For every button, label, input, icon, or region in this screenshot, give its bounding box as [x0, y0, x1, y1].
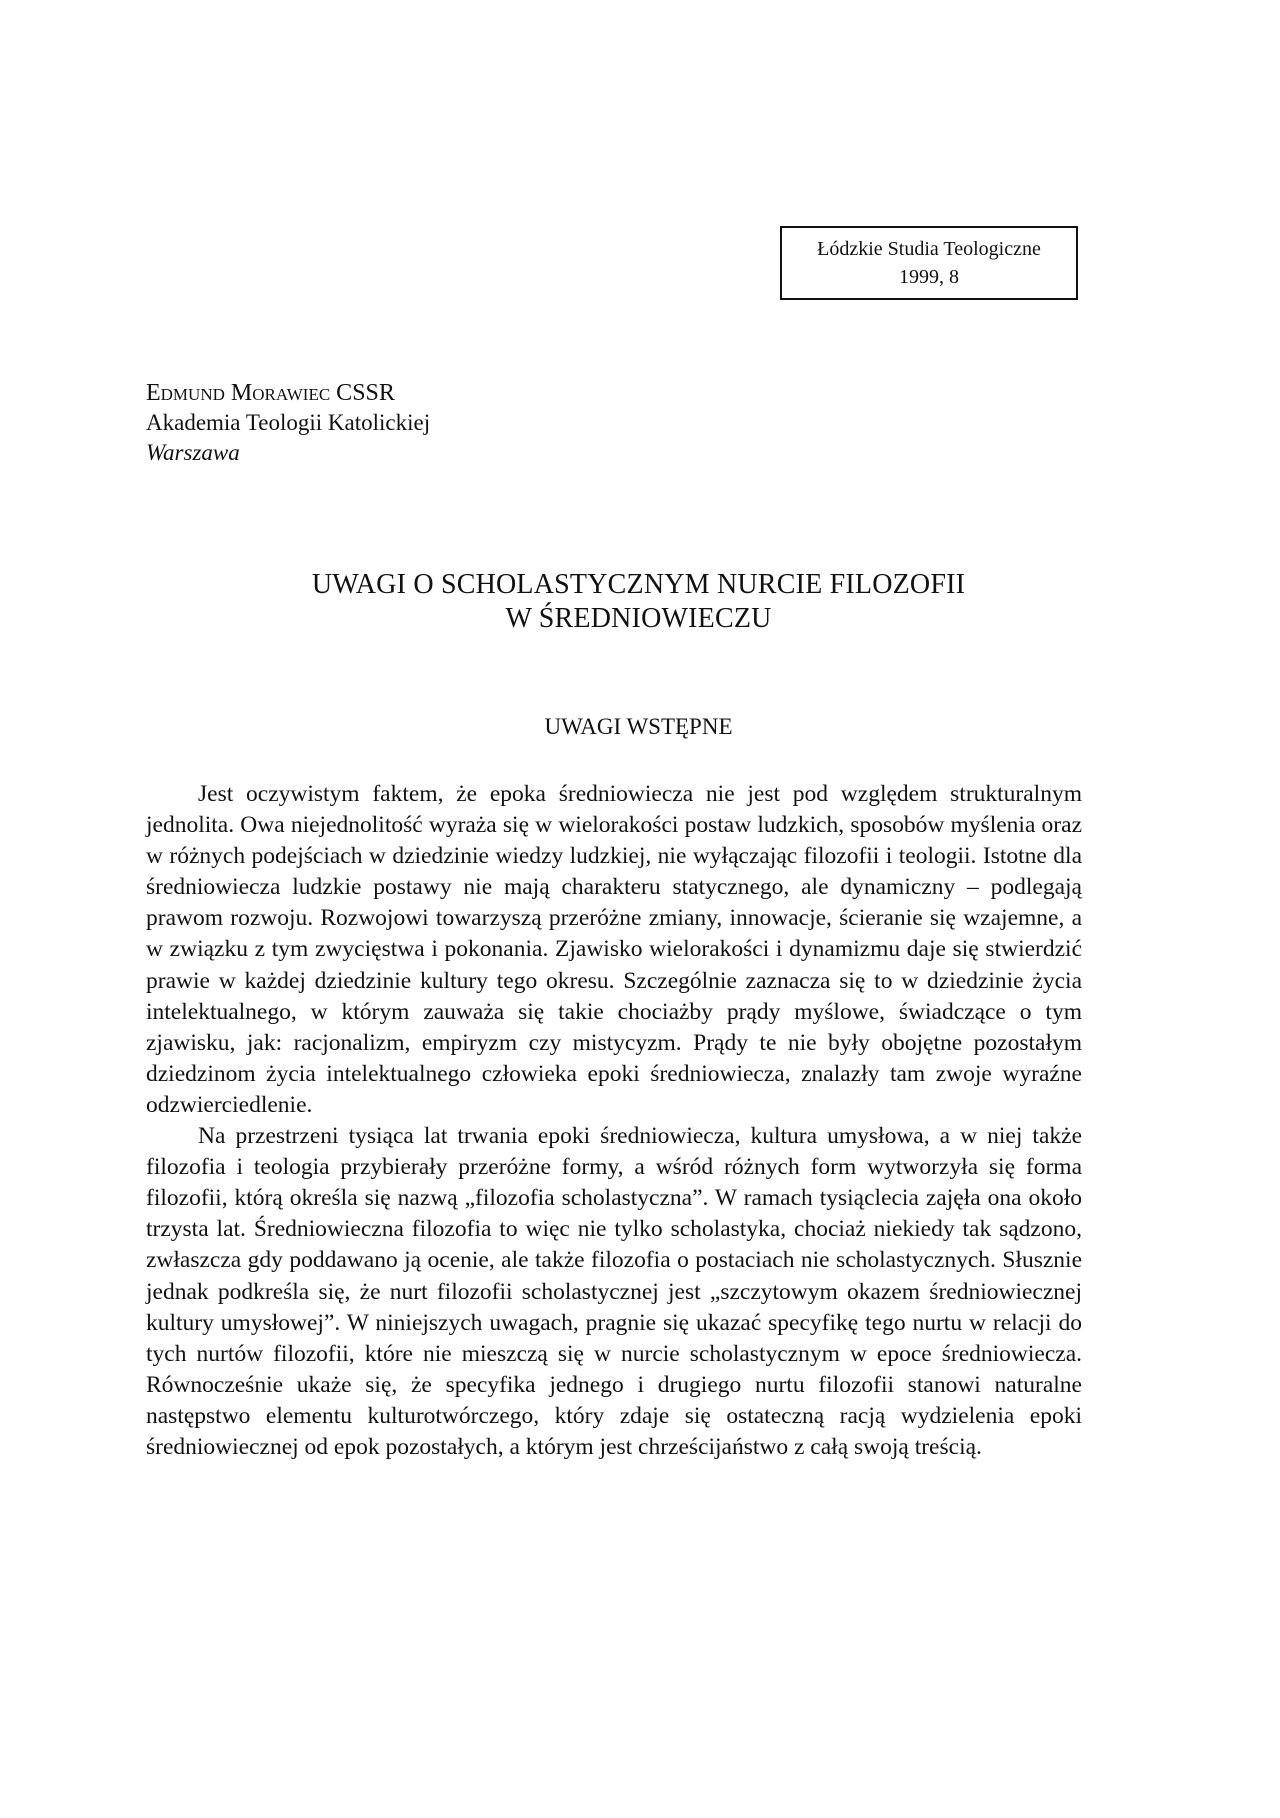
body-paragraph-2: Na przestrzeni tysiąca lat trwania epoki średniowiecza, kultura umysłowa, a w niej także filozofia i teologia przybierały przeróżne formy, a wśród różnych form wytworzyła się forma filozofii, którą określa się nazwą „filozofia scholastyczna”. W ramach tysiąclecia zajęła ona około trzysta lat. Średniowieczna filozofia to więc nie tylko scholastyka, chociaż niekiedy tak sądzono, zwłaszcza gdy poddawano ją ocenie, ale także filozofia o postaciach nie scholastycznych. Słusznie jednak podkreśla się, że nurt filozofii scholastycznej jest „szczytowym okazem średniowiecznej kultury umysłowej”. W niniejszych uwagach, pragnie się ukazać specyfikę tego nurtu w relacji do tych nurtów filozofii, które nie mieszczą się w nurcie scholastycznym w epoce średniowiecza. Równocześnie ukaże się, że specyfika jednego i drugiego nurtu filozofii stanowi naturalne następstwo elementu kulturotwórczego, który zdaje się ostateczną racją wydzielenia epoki średniowiecznej od epok pozostałych, a którym jest chrześcijaństwo z całą swoją treścią. — [146, 1123, 1082, 1460]
journal-info-box — [780, 226, 1078, 300]
article-body — [146, 779, 1082, 1463]
author-block — [146, 378, 430, 468]
body-paragraph-1: Jest oczywistym faktem, że epoka średniowiecza nie jest pod względem strukturalnym jednolita. Owa niejednolitość wyraża się w wielorakości postaw ludzkich, sposobów myślenia oraz w różnych podejściach w dziedzinie wiedzy ludzkiej, nie wyłączając filozofii i teologii. Istotne dla średniowiecza ludzkie postawy nie mają charakteru statycznego, ale dynamiczny – podlegają prawom rozwoju. Rozwojowi towarzyszą przeróżne zmiany, innowacje, ścieranie się wzajemne, a w związku z tym zwycięstwa i pokonania. Zjawisko wielorakości i dynamizmu daje się stwierdzić prawie w każdej dziedzinie kultury tego okresu. Szczególnie zaznacza się to w dziedzinie życia intelektualnego, w którym zauważa się takie chociażby prądy myślowe, świadczące o tym zjawisku, jak: racjonalizm, empiryzm czy mistycyzm. Prądy te nie były obojętne pozostałym dziedzinom życia intelektualnego człowieka epoki średniowiecza, znalazły tam zwoje wyraźne odzwierciedlenie. — [146, 781, 1082, 1118]
article-title-line-2: W ŚREDNIOWIECZU — [505, 603, 772, 634]
section-heading: UWAGI WSTĘPNE — [544, 714, 733, 739]
journal-name: Łódzkie Studia Teologiczne — [817, 238, 1041, 260]
author-name: Edmund Morawiec CSSR — [146, 380, 395, 406]
author-affiliation: Akademia Teologii Katolickiej — [146, 410, 431, 435]
article-title — [146, 568, 1131, 636]
journal-issue: 1999, 8 — [899, 266, 959, 288]
article-title-line-1: UWAGI O SCHOLASTYCZNYM NURCIE FILOZOFII — [311, 569, 966, 600]
author-city: Warszawa — [146, 440, 240, 465]
